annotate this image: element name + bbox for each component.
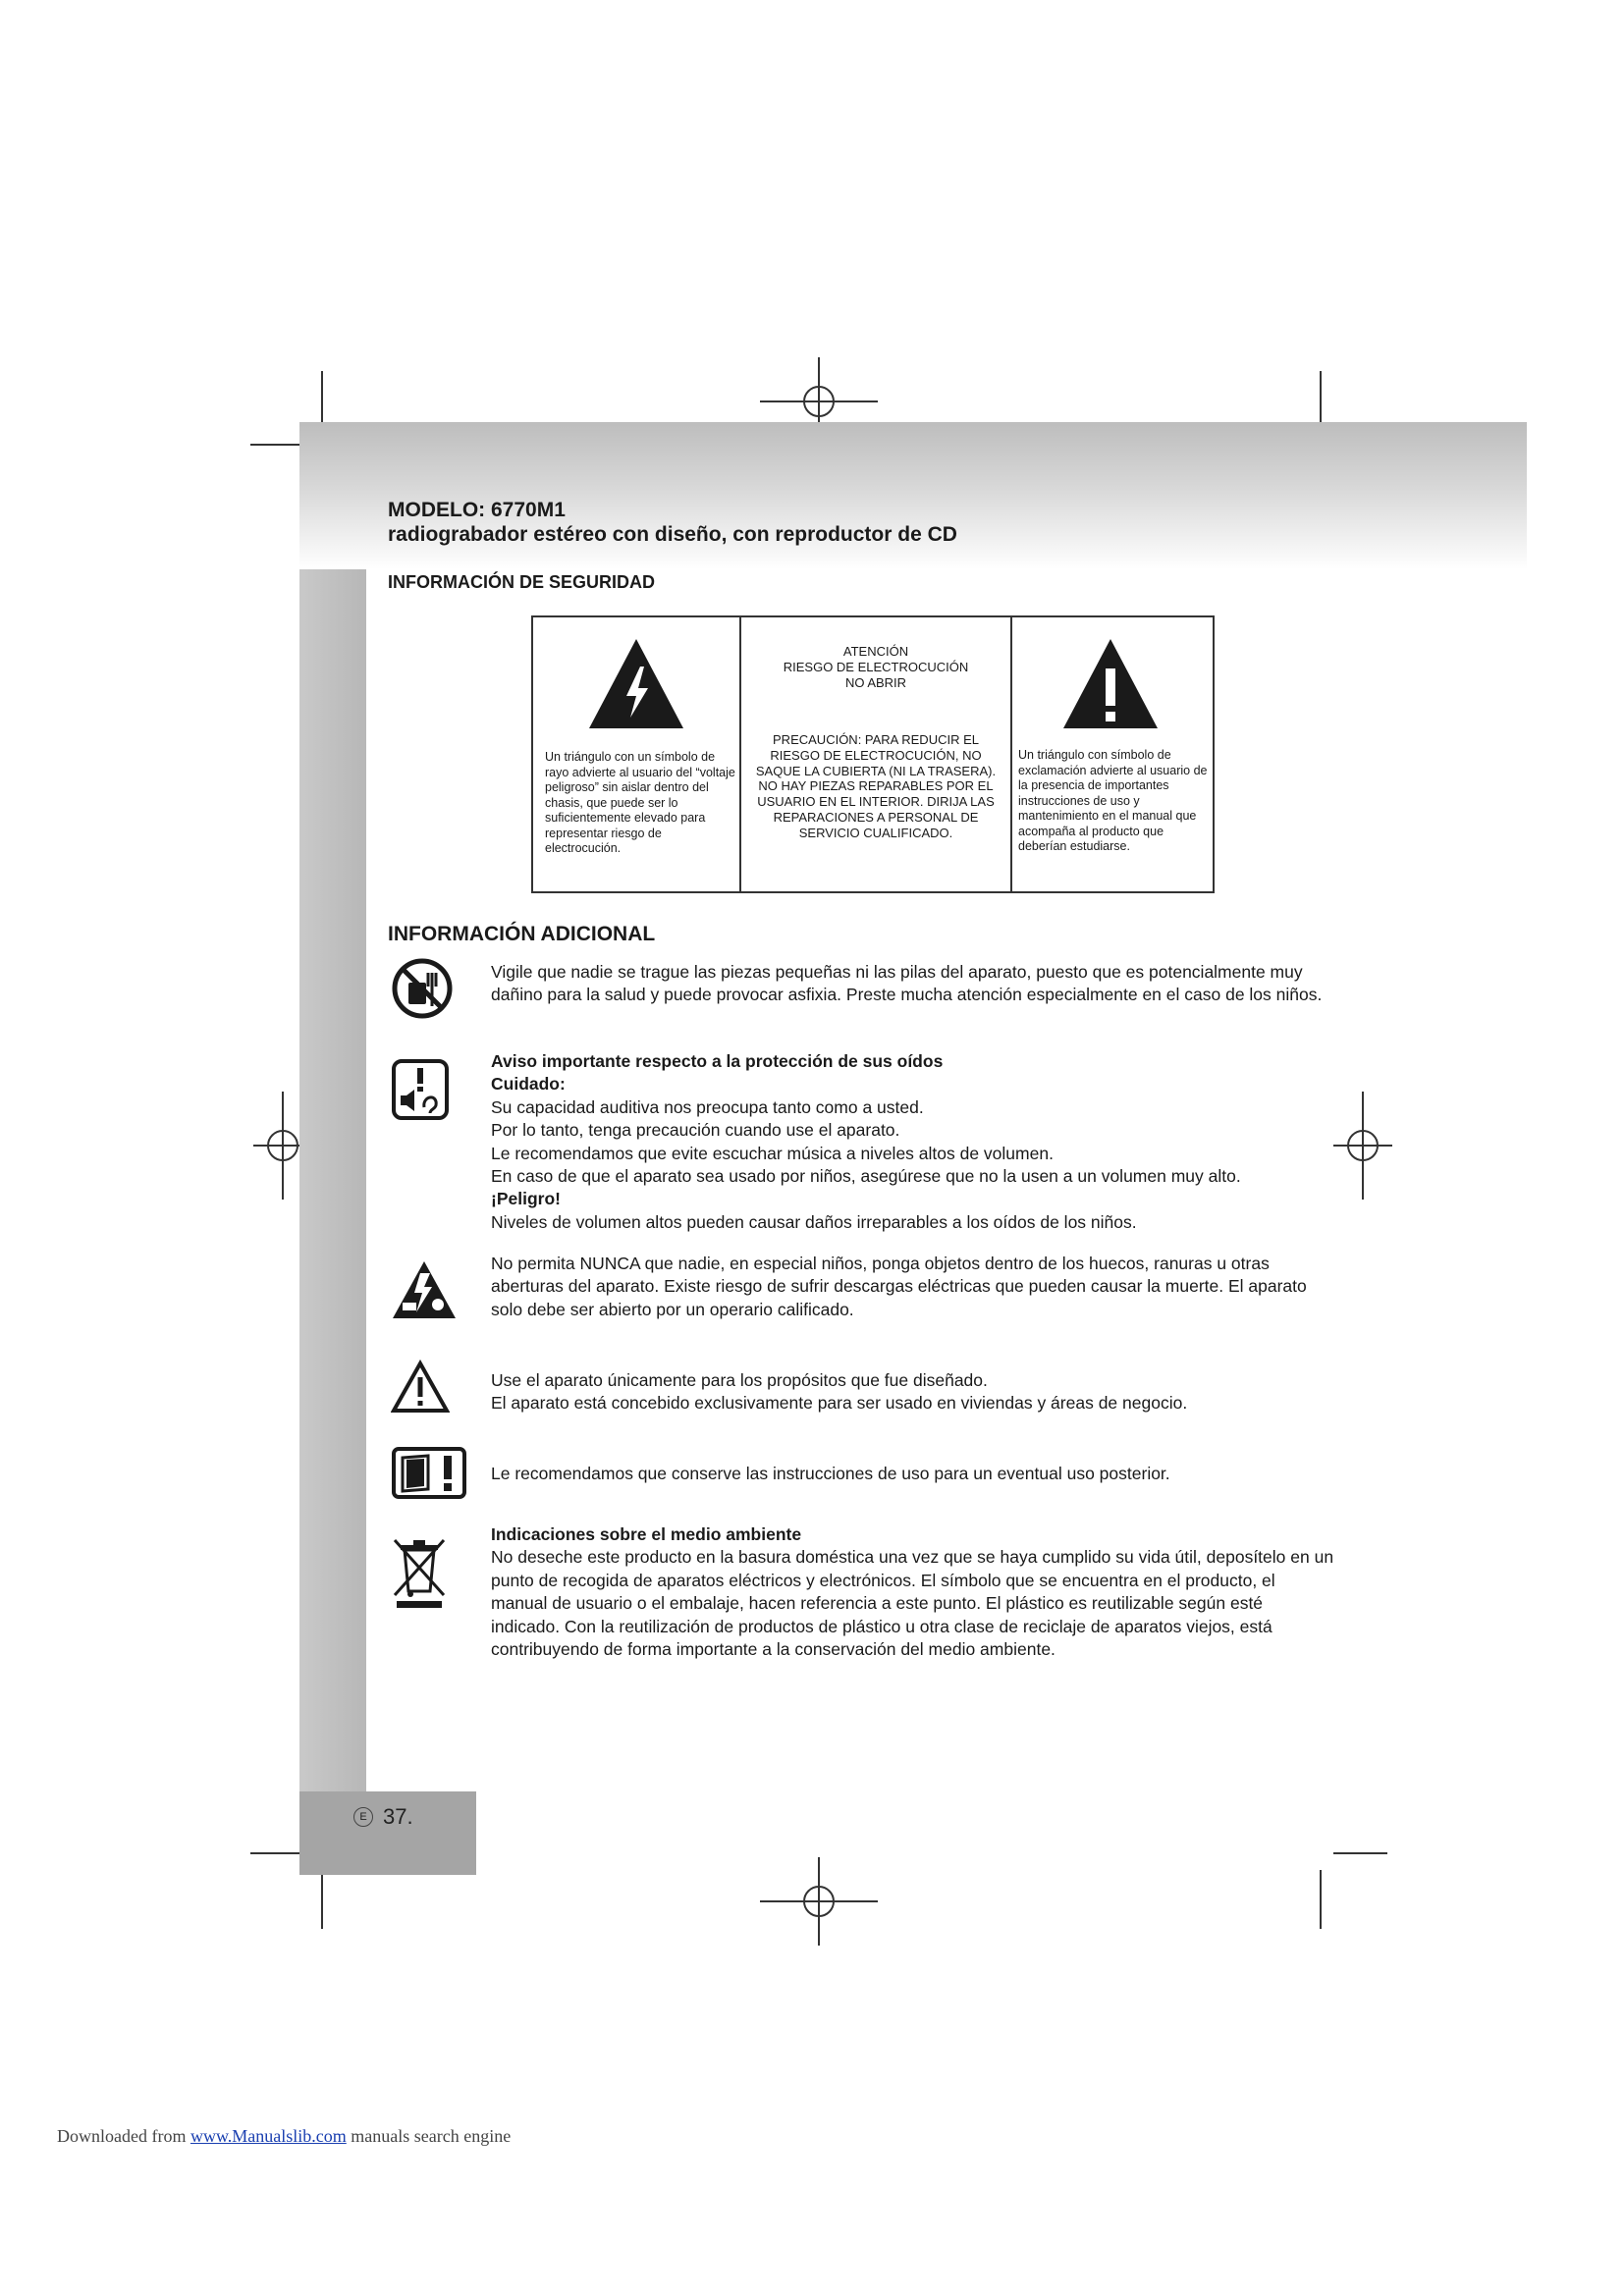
environment-block bbox=[491, 1523, 1335, 1661]
read-manual-icon bbox=[391, 1446, 467, 1500]
hearing-block bbox=[491, 1050, 1335, 1234]
crop-mark bbox=[250, 1852, 304, 1854]
hearing-warning-icon bbox=[391, 1058, 450, 1121]
safety-table bbox=[531, 615, 1215, 893]
header-band bbox=[299, 422, 1527, 569]
hearing-danger-text: Niveles de volumen altos pueden causar daños irreparables a los oídos de los niños. bbox=[491, 1211, 1137, 1232]
small-parts-text: Vigile que nadie se trague las piezas pequeñas ni las pilas del aparato, puesto que es potencialmente muy dañino para la salud y puede provocar asfixia. Preste mucha atención especialmente en el caso de los niños. bbox=[491, 962, 1323, 1005]
hearing-line: Su capacidad auditiva nos preocupa tanto como a usted. bbox=[491, 1096, 924, 1117]
manualslib-link[interactable]: www.Manualslib.com bbox=[189, 2126, 347, 2146]
openings-text: No permita NUNCA que nadie, en especial niños, ponga objetos dentro de los huecos, ranuras u otras aberturas del aparato. Existe riesgo de sufrir descargas eléctricas que pueden causar la muerte. El aparato solo debe ser abierto por un operario calificado. bbox=[491, 1254, 1307, 1319]
usage-line: El aparato está concebido exclusivamente para ser usado en viviendas y áreas de negocio. bbox=[491, 1393, 1188, 1414]
no-swallow-icon bbox=[391, 957, 454, 1020]
page-number-text: 37. bbox=[383, 1804, 413, 1829]
electric-shock-warning-icon bbox=[391, 1259, 458, 1320]
caution-line: NO ABRIR bbox=[844, 675, 907, 690]
caution-text: PRECAUCIÓN: PARA REDUCIR EL RIESGO DE ELECTROCUCIÓN, NO SAQUE LA CUBIERTA (NI LA TRASERA). NO HAY PIEZAS REPARABLES POR EL USUARIO EN EL INTERIOR. DIRIJA LAS REPARACIONES A PERSONAL DE SERVICIO CUALIFICADO. bbox=[755, 732, 997, 840]
additional-heading: INFORMACIÓN ADICIONAL bbox=[388, 923, 656, 945]
footer-suffix: manuals search engine bbox=[346, 2126, 512, 2146]
crop-mark bbox=[250, 444, 304, 446]
exclamation-description: Un triángulo con símbolo de exclamación advierte al usuario de la presencia de importantes instrucciones de uso y mantenimiento en el manual que acompaña al producto que deberían estudiarse. bbox=[1018, 748, 1208, 853]
usage-block bbox=[491, 1369, 1335, 1415]
safety-heading: INFORMACIÓN DE SEGURIDAD bbox=[388, 572, 656, 592]
lightning-warning-icon bbox=[587, 637, 685, 730]
hearing-line: Le recomendamos que evite escuchar música a niveles altos de volumen. bbox=[491, 1143, 1054, 1163]
hearing-line: Por lo tanto, tenga precaución cuando use el aparato. bbox=[491, 1120, 900, 1141]
hearing-line: En caso de que el aparato sea usado por niños, asegúrese que no la usen a un volumen muy alto. bbox=[491, 1166, 1241, 1187]
caution-triangle-icon bbox=[391, 1360, 450, 1414]
safety-cell-exclamation bbox=[1012, 617, 1213, 891]
hearing-danger-label: ¡Peligro! bbox=[491, 1189, 561, 1209]
page-number bbox=[353, 1804, 413, 1830]
registration-mark-icon bbox=[760, 1857, 878, 1946]
product-title: radiograbador estéreo con diseño, con reproductor de CD bbox=[388, 523, 957, 546]
environment-text: No deseche este producto en la basura doméstica una vez que se haya cumplido su vida útil, deposítelo en un punto de recogida de aparatos eléctricos y electrónicos. El símbolo que se encuentra en el producto, el manual de usuario o el embalaje, hacen referencia a este punto. El plástico es reutilizable según esté indicado. Con la reutilización de productos de plástico u otra clase de reciclaje de aparatos viejos, está contribuyendo de forma importante a la conservación del medio ambiente. bbox=[491, 1547, 1334, 1660]
safety-cell-caution bbox=[741, 617, 1012, 891]
caution-line: ATENCIÓN bbox=[842, 644, 909, 659]
weee-bin-icon bbox=[391, 1536, 448, 1610]
crop-mark bbox=[1333, 1852, 1387, 1854]
download-footer bbox=[57, 2126, 511, 2147]
hearing-caution-label: Cuidado: bbox=[491, 1074, 566, 1095]
side-bar bbox=[299, 569, 366, 1791]
caution-line: RIESGO DE ELECTROCUCIÓN bbox=[783, 660, 969, 674]
environment-title: Indicaciones sobre el medio ambiente bbox=[491, 1524, 802, 1544]
exclamation-warning-icon bbox=[1061, 637, 1160, 730]
safety-cell-lightning bbox=[533, 617, 741, 891]
lightning-description: Un triángulo con un símbolo de rayo advierte al usuario del “voltaje peligroso” sin aislar dentro del chasis, que puede ser lo suficientemente elevado para representar riesgo de electrocución. bbox=[545, 750, 735, 855]
caution-header bbox=[741, 644, 1010, 691]
crop-mark bbox=[1320, 1870, 1322, 1929]
language-mark: E bbox=[353, 1807, 373, 1827]
crop-mark bbox=[321, 1870, 323, 1929]
footer-prefix: Downloaded from bbox=[57, 2126, 190, 2146]
keep-manual-text: Le recomendamos que conserve las instrucciones de uso para un eventual uso posterior. bbox=[491, 1464, 1170, 1483]
model-title: MODELO: 6770M1 bbox=[388, 499, 566, 521]
registration-mark-icon bbox=[1333, 1092, 1392, 1200]
usage-line: Use el aparato únicamente para los propósitos que fue diseñado. bbox=[491, 1370, 988, 1390]
hearing-title: Aviso importante respecto a la protección de sus oídos bbox=[491, 1051, 944, 1071]
